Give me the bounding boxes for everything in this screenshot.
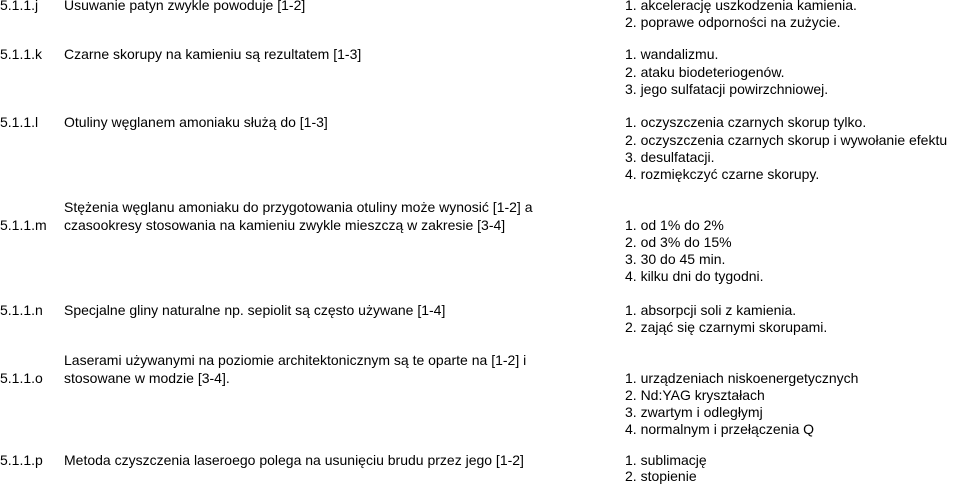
question-text: stosowane w modzie [3-4]. bbox=[64, 370, 230, 386]
question-text: Specjalne gliny naturalne np. sepiolit są często używane [1-4] bbox=[64, 302, 446, 318]
question-number: 5.1.1.p bbox=[0, 452, 43, 468]
answer-option: 3. zwartym i odległymj bbox=[625, 404, 763, 420]
question-text: Stężenia węglanu amoniaku do przygotowania otuliny może wynosić [1-2] a bbox=[64, 199, 533, 215]
answer-option: 4. rozmiękczyć czarne skorupy. bbox=[625, 166, 820, 182]
answer-option: 1. urządzeniach niskoenergetycznych bbox=[625, 370, 859, 386]
question-text: Metoda czyszczenia laseroego polega na usunięciu brudu przez jego [1-2] bbox=[64, 452, 524, 468]
answer-option: 2. poprawe odporności na zużycie. bbox=[625, 14, 841, 30]
question-number: 5.1.1.m bbox=[0, 217, 47, 233]
answer-option: 3. jego sulfatacji powirzchniowej. bbox=[625, 81, 829, 97]
answer-option: 2. oczyszczenia czarnych skorup i wywołanie efektu bbox=[625, 132, 948, 148]
answer-option: 2. ataku biodeteriogenów. bbox=[625, 64, 785, 80]
answer-option: 1. od 1% do 2% bbox=[625, 217, 724, 233]
question-number: 5.1.1.k bbox=[0, 46, 43, 62]
answer-option: 1. oczyszczenia czarnych skorup tylko. bbox=[625, 114, 867, 130]
answer-option: 1. absorpcji soli z kamienia. bbox=[625, 302, 797, 318]
answer-option: 2. stopienie bbox=[625, 468, 697, 484]
answer-option: 2. od 3% do 15% bbox=[625, 234, 732, 250]
question-number: 5.1.1.o bbox=[0, 370, 43, 386]
answer-option: 3. 30 do 45 min. bbox=[625, 251, 726, 267]
question-number: 5.1.1.l bbox=[0, 114, 39, 130]
answer-option: 1. sublimację bbox=[625, 452, 707, 468]
question-text: Usuwanie patyn zwykle powoduje [1-2] bbox=[64, 0, 306, 13]
question-text: czasookresy stosowania na kamieniu zwykle mieszczą w zakresie [3-4] bbox=[64, 217, 506, 233]
question-text: Laserami używanymi na poziomie architektonicznym są te oparte na [1-2] i bbox=[64, 352, 527, 368]
answer-option: 1. akcelerację uszkodzenia kamienia. bbox=[625, 0, 857, 13]
answer-option: 3. desulfatacji. bbox=[625, 149, 715, 165]
answer-option: 2. zająć się czarnymi skorupami. bbox=[625, 319, 828, 335]
question-number: 5.1.1.n bbox=[0, 302, 43, 318]
answer-option: 1. wandalizmu. bbox=[625, 46, 719, 62]
question-number: 5.1.1.j bbox=[0, 0, 39, 13]
answer-option: 2. Nd:YAG kryształach bbox=[625, 387, 765, 403]
question-text: Czarne skorupy na kamieniu są rezultatem [1-3] bbox=[64, 46, 362, 62]
question-text: Otuliny węglanem amoniaku służą do [1-3] bbox=[64, 114, 328, 130]
answer-option: 4. normalnym i przełączenia Q bbox=[625, 421, 815, 437]
answer-option: 4. kilku dni do tygodni. bbox=[625, 268, 764, 284]
